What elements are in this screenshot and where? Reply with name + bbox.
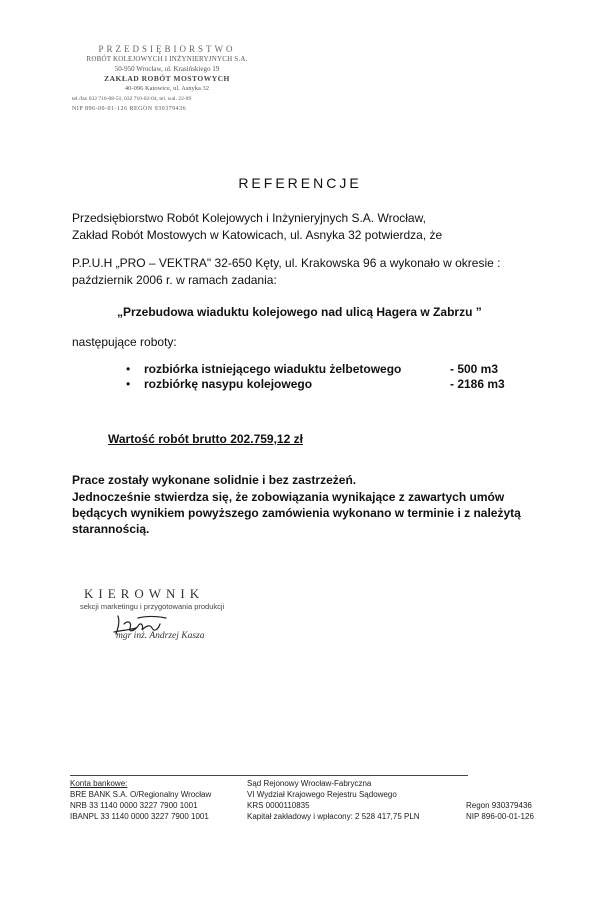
stamp-line: ROBÓT KOLEJOWYCH I INŻYNIERYJNYCH S.A. — [86, 55, 248, 63]
work-name: rozbiórkę nasypu kolejowego — [144, 377, 313, 391]
registry-info — [466, 800, 534, 822]
stamp-line: ZAKŁAD ROBÓT MOSTOWYCH — [104, 74, 230, 83]
closing-line: będących wynikiem powyższego zamówienia wykonano w terminie i z należytą — [72, 506, 521, 520]
court-line: Kapitał zakładowy i wpłacony: 2 528 417,75 PLN — [247, 812, 420, 821]
nip-number: NIP 896-00-01-126 — [466, 812, 534, 821]
bullet-icon: • — [126, 377, 131, 391]
footer-divider — [70, 775, 468, 776]
bank-line: BRE BANK S.A. O/Regionalny Wrocław — [70, 790, 212, 799]
regon-number: Regon 930379436 — [466, 801, 532, 810]
closing-line: Jednocześnie stwierdza się, że zobowiązania wynikające z zawartych umów — [72, 490, 505, 504]
work-quantity: - 2186 m3 — [450, 377, 505, 391]
stamp-line: tel./fax 032 710-08-51, 032 710-02-04, tel. wal. 22-09 — [72, 96, 192, 102]
signatory-section: sekcji marketingu i przygotowania produkcji — [80, 602, 225, 611]
bank-line: NRB 33 1140 0000 3227 7900 1001 — [70, 801, 198, 810]
document-title: REFERENCJE — [238, 175, 362, 191]
bank-header: Konta bankowe: — [70, 779, 128, 788]
work-quantity: - 500 m3 — [450, 362, 499, 376]
signatory-name: mgr inż. Andrzej Kasza — [116, 631, 205, 641]
court-line: VI Wydział Krajowego Rejestru Sądowego — [247, 790, 397, 799]
intro-line: Zakład Robót Mostowych w Katowicach, ul. Asnyka 32 potwierdza, że — [72, 228, 443, 242]
court-line: KRS 0000110835 — [247, 801, 310, 810]
court-info — [247, 778, 420, 822]
total-value: Wartość robót brutto 202.759,12 zł — [108, 432, 303, 446]
stamp-line: 40-096 Katowice, ul. Asnyka 32 — [124, 85, 210, 92]
court-line: Sąd Rejonowy Wrocław-Fabryczna — [247, 779, 372, 788]
bank-info — [70, 778, 211, 822]
signatory-title: KIEROWNIK — [84, 586, 205, 601]
task-name: „Przebudowa wiaduktu kolejowego nad ulicą Hagera w Zabrzu ” — [117, 305, 482, 319]
stamp-line: 50-950 Wrocław, ul. Krasińskiego 19 — [114, 65, 220, 73]
contractor-line: P.P.U.H „PRO – VEKTRA" 32-650 Kęty, ul. Krakowska 96 a wykonało w okresie : — [72, 256, 501, 270]
bullet-icon: • — [126, 362, 131, 376]
list-item — [126, 377, 526, 394]
closing-line: starannością. — [72, 522, 150, 536]
stamp-line: PRZEDSIĘBIORSTWO — [98, 44, 236, 54]
contractor-line: październik 2006 r. w ramach zadania: — [72, 273, 277, 287]
bank-line: IBANPL 33 1140 0000 3227 7900 1001 — [70, 812, 209, 821]
company-stamp — [72, 44, 262, 114]
intro-line: Przedsiębiorstwo Robót Kolejowych i Inżynieryjnych S.A. Wrocław, — [72, 211, 426, 225]
works-intro: następujące roboty: — [72, 335, 177, 349]
stamp-line: NIP 896-00-01-126 REGON 930379436 — [72, 106, 187, 112]
work-name: rozbiórka istniejącego wiaduktu żelbetowego — [144, 362, 402, 376]
closing-line: Prace zostały wykonane solidnie i bez zastrzeżeń. — [72, 473, 357, 487]
